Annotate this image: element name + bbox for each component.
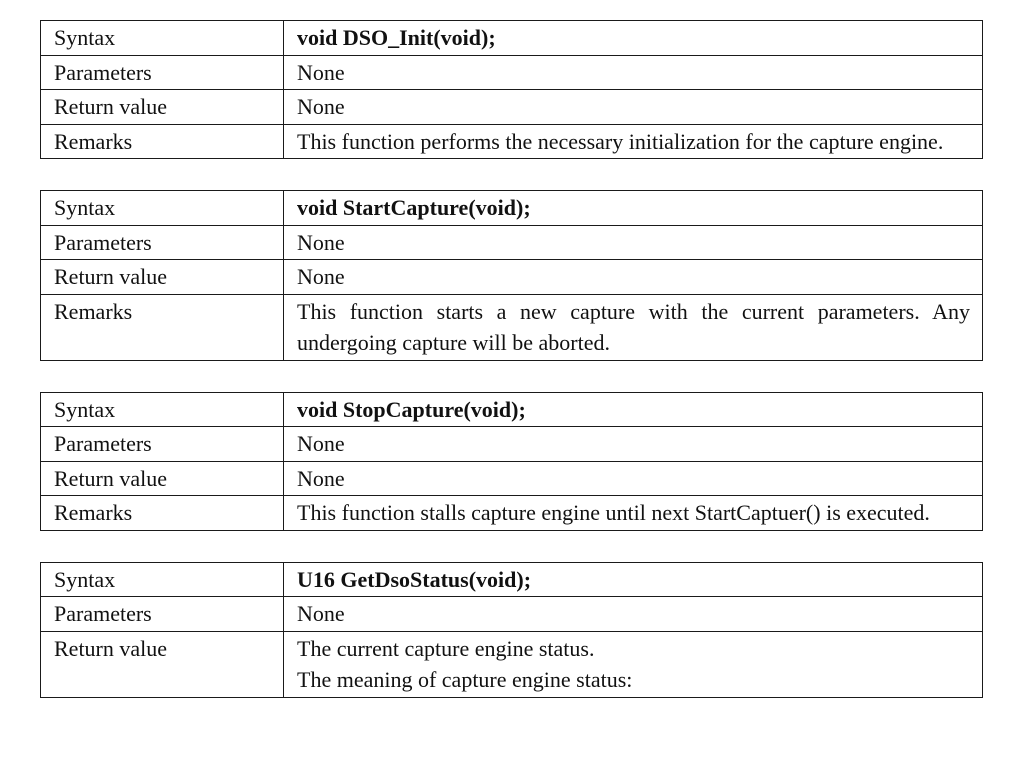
remarks-value: This function starts a new capture with the current parameters. Any undergoing capture will be aborted.	[284, 294, 983, 360]
api-table-stop-capture	[40, 392, 983, 531]
return-value-row	[41, 260, 983, 295]
parameters-label: Parameters	[41, 597, 284, 632]
api-reference-document	[40, 20, 982, 729]
parameters-row	[41, 225, 983, 260]
api-table-dso-init	[40, 20, 983, 159]
api-table-start-capture	[40, 190, 983, 361]
parameters-label: Parameters	[41, 427, 284, 462]
parameters-row	[41, 597, 983, 632]
remarks-label: Remarks	[41, 124, 284, 159]
return-value-row	[41, 90, 983, 125]
syntax-row	[41, 191, 983, 226]
remarks-row	[41, 124, 983, 159]
syntax-label: Syntax	[41, 21, 284, 56]
return-value-row	[41, 461, 983, 496]
return-value-row	[41, 631, 983, 697]
parameters-row	[41, 55, 983, 90]
return-value-value: None	[284, 90, 983, 125]
syntax-value: U16 GetDsoStatus(void);	[284, 562, 983, 597]
return-value-value	[284, 631, 983, 697]
parameters-value: None	[284, 55, 983, 90]
parameters-label: Parameters	[41, 225, 284, 260]
syntax-row	[41, 562, 983, 597]
return-value-value: None	[284, 260, 983, 295]
syntax-label: Syntax	[41, 562, 284, 597]
return-value-value: None	[284, 461, 983, 496]
syntax-row	[41, 392, 983, 427]
remarks-row	[41, 294, 983, 360]
syntax-value: void StartCapture(void);	[284, 191, 983, 226]
parameters-row	[41, 427, 983, 462]
return-value-label: Return value	[41, 260, 284, 295]
return-value-label: Return value	[41, 90, 284, 125]
syntax-label: Syntax	[41, 392, 284, 427]
parameters-value: None	[284, 597, 983, 632]
return-value-label: Return value	[41, 461, 284, 496]
return-value-line-1: The current capture engine status.	[297, 635, 595, 661]
remarks-label: Remarks	[41, 294, 284, 360]
syntax-value: void StopCapture(void);	[284, 392, 983, 427]
remarks-value: This function stalls capture engine until next StartCaptuer() is executed.	[284, 496, 983, 531]
parameters-value: None	[284, 427, 983, 462]
return-value-line-2: The meaning of capture engine status:	[297, 667, 633, 692]
remarks-value: This function performs the necessary initialization for the capture engine.	[284, 124, 983, 159]
remarks-row	[41, 496, 983, 531]
parameters-label: Parameters	[41, 55, 284, 90]
parameters-value: None	[284, 225, 983, 260]
remarks-label: Remarks	[41, 496, 284, 531]
api-table-get-dso-status	[40, 562, 983, 698]
syntax-label: Syntax	[41, 191, 284, 226]
return-value-label: Return value	[41, 631, 284, 697]
syntax-value: void DSO_Init(void);	[284, 21, 983, 56]
syntax-row	[41, 21, 983, 56]
